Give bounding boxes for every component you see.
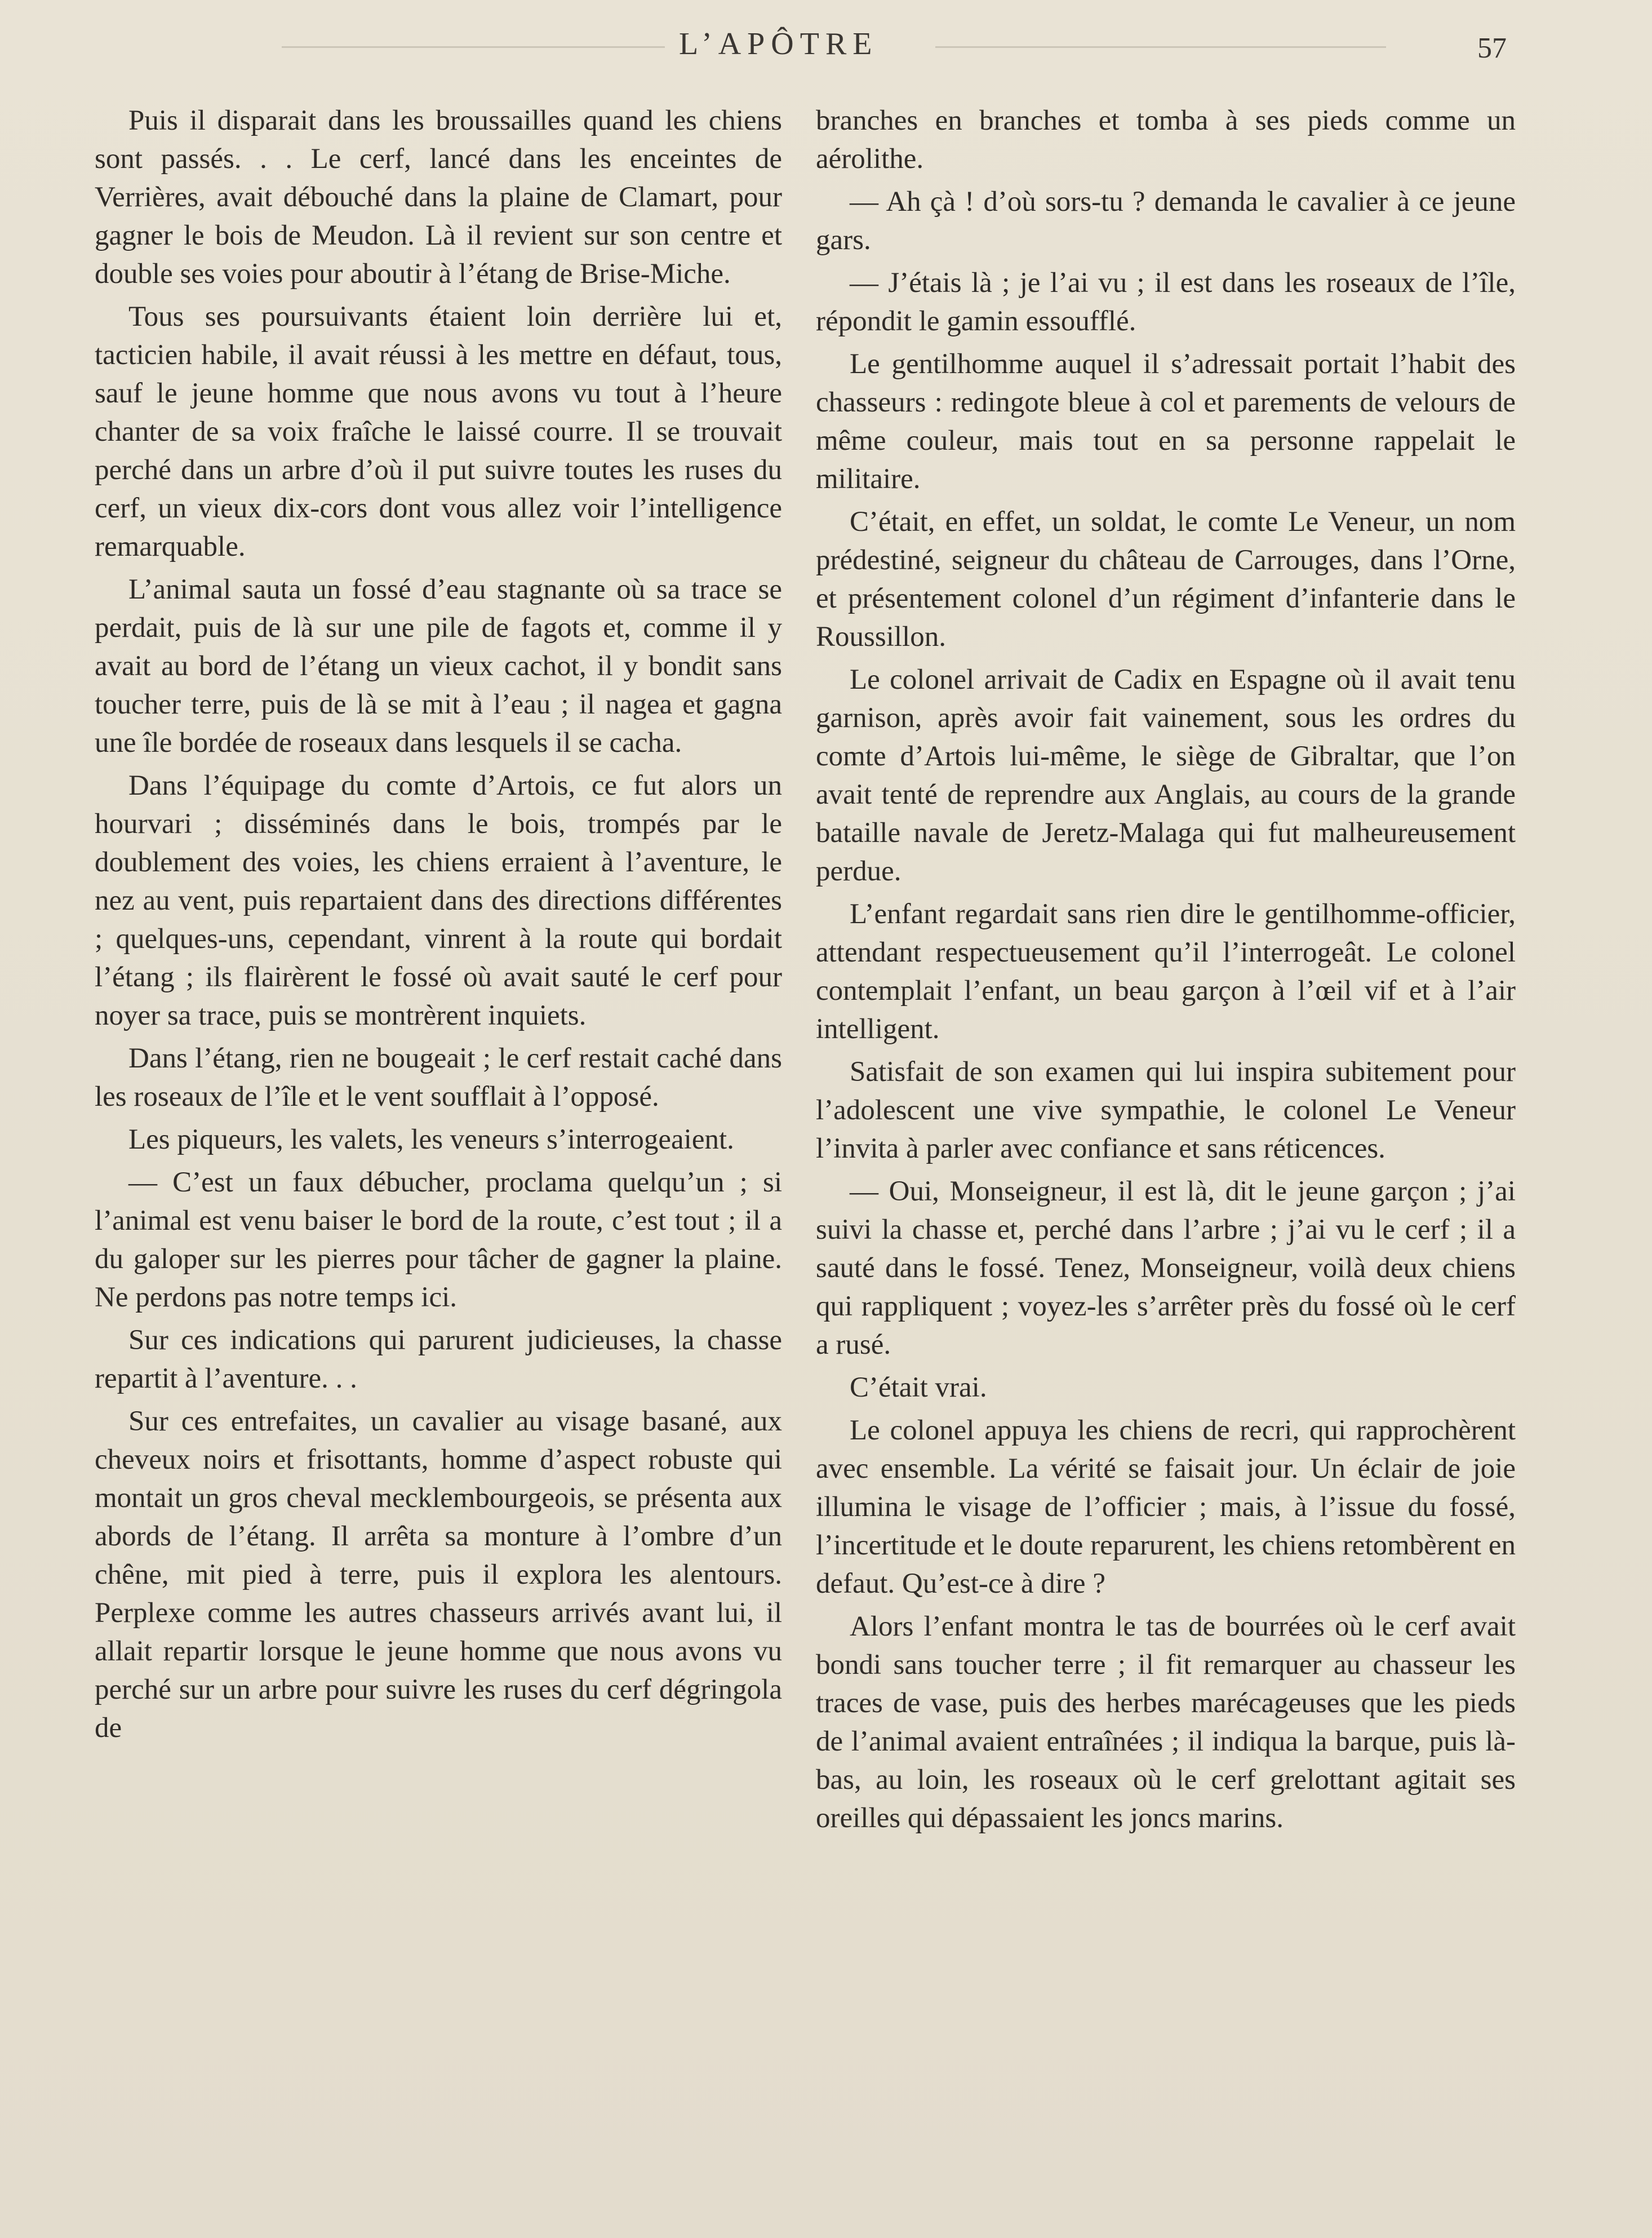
paragraph: Alors l’enfant montra le tas de bourrées où le cerf avait bondi sans toucher terre ; il fit remarquer au chasseur les traces de vase, puis des herbes marécageuses que les pieds de l’animal avaient entraînées ; il indiqua la barque, puis là-bas, au loin, les roseaux où le cerf grelottant agitait ses oreilles qui dépassaient les joncs marins.	[816, 1611, 1516, 1834]
right-column	[816, 101, 1516, 1842]
paragraph: Tous ses poursuivants étaient loin derrière lui et, tacticien habile, il avait réussi à les mettre en défaut, tous, sauf le jeune homme que nous avons vu tout à l’heure chanter de sa voix fraîche le laissé courre. Il se trouvait perché dans un arbre d’où il put suivre toutes les ruses du cerf, un vieux dix-cors dont vous allez voir l’intelligence remarquable.	[95, 301, 782, 562]
paragraph-continuation: branches en branches et tomba à ses pieds comme un aérolithe.	[816, 105, 1516, 175]
header-rule-left	[282, 46, 665, 48]
page-number: 57	[1477, 32, 1507, 64]
paragraph: Le colonel arrivait de Cadix en Espagne où il avait tenu garnison, après avoir fait vainement, sous les ordres du comte d’Artois lui-même, le siège de Gibraltar, que l’on avait tenté de reprendre aux Anglais, au cours de la grande bataille navale de Jeretz-Malaga qui fut malheureusement perdue.	[816, 664, 1516, 887]
paragraph: Satisfait de son examen qui lui inspira subitement pour l’adolescent une vive sympathie, le colonel Le Veneur l’invita à parler avec confiance et sans réticences.	[816, 1056, 1516, 1164]
paragraph: Les piqueurs, les valets, les veneurs s’interrogeaient.	[128, 1124, 734, 1155]
paragraph: C’était, en effet, un soldat, le comte Le Veneur, un nom prédestiné, seigneur du château de Carrouges, dans l’Orne, et présentement colonel d’un régiment d’infanterie dans le Roussillon.	[816, 506, 1516, 653]
left-column	[95, 101, 782, 1752]
paragraph: — Ah çà ! d’où sors-tu ? demanda le cavalier à ce jeune gars.	[816, 186, 1516, 256]
paragraph: — C’est un faux débucher, proclama quelqu’un ; si l’animal est venu baiser le bord de la route, c’est tout ; il a du galoper sur les pierres pour tâcher de gagner la plaine. Ne perdons pas notre temps ici.	[95, 1167, 782, 1313]
paragraph: — J’étais là ; je l’ai vu ; il est dans les roseaux de l’île, répondit le gamin essoufflé.	[816, 267, 1516, 337]
paragraph: Puis il disparait dans les broussailles quand les chiens sont passés. . . Le cerf, lancé dans les enceintes de Verrières, avait débouché dans la plaine de Clamart, pour gagner le bois de Meudon. Là il revient sur son centre et double ses voies pour aboutir à l’étang de Brise-Miche.	[95, 105, 782, 290]
paragraph: L’enfant regardait sans rien dire le gentilhomme-officier, attendant respectueusement qu’il l’interrogeât. Le colonel contemplait l’enfant, un beau garçon à l’œil vif et à l’air intelligent.	[816, 898, 1516, 1045]
paragraph: L’animal sauta un fossé d’eau stagnante où sa trace se perdait, puis de là sur une pile de fagots et, comme il y avait au bord de l’étang un vieux cachot, il y bondit sans toucher terre, puis de là se mit à l’eau ; il nagea et gagna une île bordée de roseaux dans lesquels il se cacha.	[95, 574, 782, 759]
paragraph: Le gentilhomme auquel il s’adressait portait l’habit des chasseurs : redingote bleue à col et parements de velours de même couleur, mais tout en sa personne rappelait le militaire.	[816, 348, 1516, 495]
paragraph: Dans l’étang, rien ne bougeait ; le cerf restait caché dans les roseaux de l’île et le vent soufflait à l’opposé.	[95, 1043, 782, 1113]
paragraph: Le colonel appuya les chiens de recri, qui rapprochèrent avec ensemble. La vérité se faisait jour. Un éclair de joie illumina le visage de l’officier ; mais, à l’issue du fossé, l’incertitude et le doute reparurent, les chiens retombèrent en defaut. Qu’est-ce à dire ?	[816, 1415, 1516, 1599]
paragraph: Sur ces entrefaites, un cavalier au visage basané, aux cheveux noirs et frisottants, homme d’aspect robuste qui montait un gros cheval mecklembourgeois, se présenta aux abords de l’étang. Il arrêta sa monture à l’ombre d’un chêne, mit pied à terre, puis il explora les alentours. Perplexe comme les autres chasseurs arrivés avant lui, il allait repartir lorsque le jeune homme que nous avons vu perché sur un arbre pour suivre les ruses du cerf dégringola de	[95, 1406, 782, 1744]
paragraph: Sur ces indications qui parurent judicieuses, la chasse repartit à l’aventure. . .	[95, 1324, 782, 1394]
paragraph: Dans l’équipage du comte d’Artois, ce fut alors un hourvari ; disséminés dans le bois, trompés par le doublement des voies, les chiens erraient à l’aventure, le nez au vent, puis repartaient dans des directions différentes ; quelques-uns, cependant, vinrent à la route qui bordait l’étang ; ils flairèrent le fossé où avait sauté le cerf pour noyer sa trace, puis se montrèrent inquiets.	[95, 770, 782, 1031]
paragraph: — Oui, Monseigneur, il est là, dit le jeune garçon ; j’ai suivi la chasse et, perché dans l’arbre ; j’ai vu le cerf ; il a sauté dans le fossé. Tenez, Monseigneur, voilà deux chiens qui rappliquent ; voyez-les s’arrêter près du fossé où le cerf a rusé.	[816, 1176, 1516, 1360]
header-title: L’APÔTRE	[679, 26, 878, 61]
running-header	[0, 26, 1652, 71]
header-rule-right	[935, 46, 1386, 48]
paragraph: C’était vrai.	[850, 1372, 987, 1403]
